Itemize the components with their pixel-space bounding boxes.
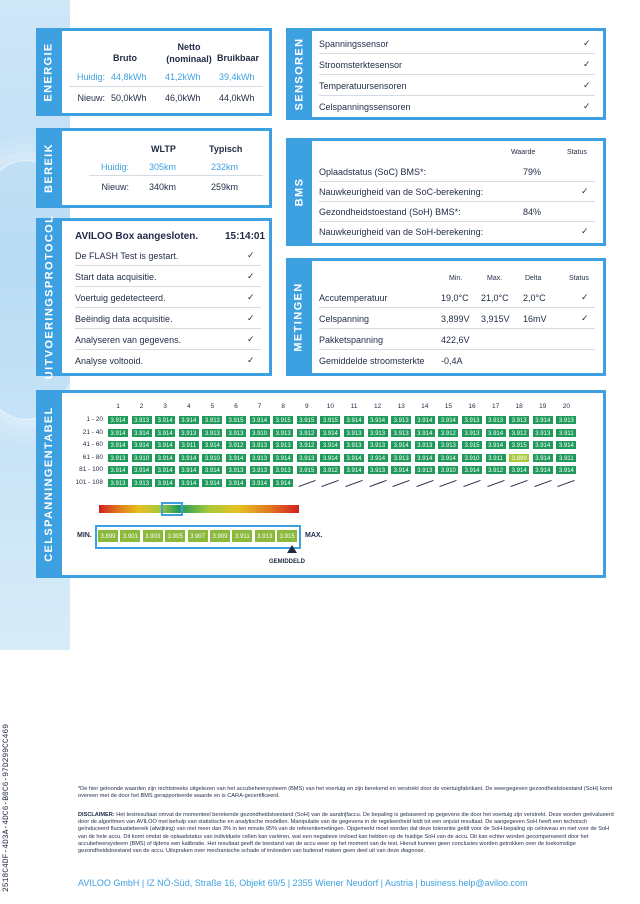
cellen-tab: CELSPANNINGENTABEL: [36, 390, 62, 578]
column-header: 13: [397, 403, 405, 410]
cell-voltage: 3.914: [249, 478, 271, 488]
cell-voltage: 3.913: [107, 453, 129, 463]
energie-value: 44,8kWh: [111, 72, 147, 82]
cell-voltage: 3.910: [201, 453, 223, 463]
check-icon: ✓: [247, 313, 255, 323]
cell-voltage: 3.913: [390, 453, 412, 463]
bms-header-status: Status: [567, 149, 587, 156]
cell-voltage: 3.914: [107, 465, 129, 475]
bereik-panel: [36, 128, 272, 208]
empty-cell-slash: [345, 480, 362, 487]
empty-cell-slash: [511, 480, 528, 487]
cell-voltage: 3.914: [555, 465, 577, 475]
check-icon: ✓: [581, 226, 589, 236]
gradient-bar: [99, 505, 299, 513]
metingen-tab: METINGEN: [286, 258, 312, 376]
legend-min-label: MIN.: [77, 532, 92, 539]
column-header: 12: [373, 403, 382, 410]
cell-voltage: 3.914: [107, 440, 129, 450]
protocol-step: Analyseren van gegevens.: [75, 335, 182, 345]
cell-voltage: 3.911: [555, 428, 577, 438]
legend-value: 3.905: [164, 529, 186, 543]
cell-voltage: 3.914: [319, 440, 341, 450]
column-header: 8: [281, 403, 285, 410]
row-label: 1 - 20: [86, 416, 103, 423]
energie-tab: ENERGIE: [36, 28, 62, 116]
divider: [75, 307, 261, 308]
meting-delta: 2,0°C: [523, 293, 546, 303]
cell-voltage: 3.914: [555, 440, 577, 450]
cell-voltage: 3.913: [343, 428, 365, 438]
bms-row-value: 79%: [523, 167, 542, 177]
energie-value: 46,0kWh: [165, 93, 201, 103]
cell-voltage: 3.914: [319, 453, 341, 463]
check-icon: ✓: [581, 313, 589, 323]
cell-voltage: 3.911: [555, 453, 577, 463]
divider: [319, 53, 595, 54]
metingen-header-delta: Delta: [525, 275, 542, 282]
cell-voltage: 3.914: [485, 428, 507, 438]
check-icon: ✓: [247, 271, 255, 281]
sensoren-panel: [286, 28, 606, 120]
bms-header-waarde: Waarde: [511, 149, 536, 156]
cell-voltage: 3.913: [201, 428, 223, 438]
cell-voltage: 3.915: [508, 440, 530, 450]
legend-value: 3.903: [142, 529, 164, 543]
divider: [75, 328, 261, 329]
cell-voltage: 3.915: [225, 415, 247, 425]
cell-voltage: 3.914: [154, 428, 176, 438]
column-header: 16: [468, 403, 476, 410]
check-icon: ✓: [247, 292, 255, 302]
cell-voltage: 3.913: [485, 415, 507, 425]
empty-cell-slash: [298, 480, 315, 487]
cell-voltage: 3.914: [201, 465, 223, 475]
column-header: 9: [304, 403, 309, 410]
cell-voltage: 3.913: [225, 428, 247, 438]
cellen-panel: [36, 390, 606, 578]
cell-voltage: 3.914: [390, 465, 412, 475]
cell-voltage: 3.914: [272, 453, 294, 463]
legend-max-label: MAX.: [305, 532, 323, 539]
cell-voltage: 3.914: [131, 440, 153, 450]
bereik-tab: BEREIK: [36, 128, 62, 208]
empty-cell-slash: [463, 480, 480, 487]
energie-row-label: Huidig:: [76, 72, 105, 82]
divider: [75, 349, 261, 350]
divider: [319, 307, 595, 308]
cell-voltage: 3.913: [461, 415, 483, 425]
metingen-header-status: Status: [569, 275, 589, 282]
check-icon: ✓: [583, 38, 591, 48]
meting-min: 19,0°C: [441, 293, 469, 303]
empty-cell-slash: [534, 480, 551, 487]
cell-voltage: 3.914: [532, 440, 554, 450]
cell-voltage: 3.913: [532, 428, 554, 438]
legend-value: 3.913: [254, 529, 276, 543]
column-header: 6: [234, 403, 238, 410]
divider: [319, 201, 595, 202]
cell-voltage: 3.913: [414, 465, 436, 475]
row-label: 101 - 108: [75, 479, 103, 486]
cell-voltage: 3.914: [414, 453, 436, 463]
cell-voltage: 3.914: [414, 415, 436, 425]
bms-row-label: Nauwkeurigheid van de SoC-berekening:: [319, 187, 484, 197]
cell-voltage: 3.899: [508, 453, 530, 463]
cell-voltage: 3.914: [178, 465, 200, 475]
bms-tab: BMS: [286, 138, 312, 246]
divider: [319, 95, 595, 96]
cell-voltage: 3.913: [367, 465, 389, 475]
energie-header-bruto: Bruto: [113, 53, 137, 63]
cell-voltage: 3.910: [461, 453, 483, 463]
check-icon: ✓: [583, 101, 591, 111]
cell-voltage: 3.914: [343, 453, 365, 463]
meting-max: 3,915V: [481, 314, 510, 324]
divider: [75, 286, 261, 287]
cell-voltage: 3.912: [296, 428, 318, 438]
column-header: 5: [210, 403, 215, 410]
bms-row-label: Nauwkeurigheid van de SoH-berekening:: [319, 227, 484, 237]
row-label: 61 - 80: [82, 453, 103, 461]
empty-cell-slash: [322, 480, 339, 487]
footnote: *De hier getoonde waarden zijn rechtstreeks uitgelezen van het accubeheersysteem (BMS) van het voertuig en zijn berekend en verstrekt door de voertuigfabrikant. De weergegeven gezondheidstoestand (SoH) komt overeen met de door het BMS gerapporteerde waarde en is CARA-gecertificeerd.: [78, 786, 613, 800]
cell-voltage: 3.913: [272, 440, 294, 450]
cell-voltage: 3.912: [437, 428, 459, 438]
column-header: 1: [116, 403, 120, 410]
protocol-step: Analyse voltooid.: [75, 356, 144, 366]
bereik-value: 259km: [211, 182, 239, 192]
cell-voltage: 3.913: [296, 453, 318, 463]
cell-voltage: 3.913: [225, 465, 247, 475]
energie-value: 41,2kWh: [165, 72, 201, 82]
cell-voltage: 3.912: [225, 440, 247, 450]
empty-cell-slash: [369, 480, 386, 487]
sensor-item: Temperatuursensoren: [319, 81, 407, 91]
cell-voltage: 3.913: [272, 428, 294, 438]
cell-voltage: 3.914: [532, 453, 554, 463]
column-header: 7: [257, 403, 262, 410]
cell-voltage: 3.914: [532, 415, 554, 425]
cell-voltage: 3.914: [367, 415, 389, 425]
cell-voltage: 3.912: [319, 465, 341, 475]
meting-row-label: Pakketspanning: [319, 335, 384, 345]
cell-voltage: 3.914: [178, 415, 200, 425]
row-label: 41 - 60: [82, 441, 103, 449]
empty-cell-slash: [416, 480, 433, 487]
column-header: 14: [421, 403, 429, 410]
cell-voltage: 3.913: [107, 478, 129, 488]
cell-voltage: 3.914: [343, 465, 365, 475]
column-header: 17: [491, 403, 500, 410]
legend-value: 3.907: [187, 529, 209, 543]
cell-voltage: 3.913: [178, 428, 200, 438]
meting-row-label: Celspanning: [319, 314, 370, 324]
legend-value: 3.899: [97, 529, 119, 543]
cell-voltage: 3.913: [437, 440, 459, 450]
bms-panel: [286, 138, 606, 246]
row-label: 81 - 100: [79, 466, 103, 474]
empty-cell-slash: [440, 480, 457, 487]
meting-min: 422,6V: [441, 335, 470, 345]
cell-voltage: 3.915: [296, 415, 318, 425]
check-icon: ✓: [247, 250, 255, 260]
protocol-title: AVILOO Box aangesloten.: [75, 231, 199, 242]
footer-address: AVILOO GmbH | IZ NÖ-Süd, Straße 16, Objekt 69/5 | 2355 Wiener Neudorf | Austria | business.help@aviloo.com: [78, 878, 528, 888]
empty-cell-slash: [487, 480, 504, 487]
cell-voltage: 3.912: [508, 428, 530, 438]
column-header: 4: [186, 403, 191, 410]
energie-header-bruikbaar: Bruikbaar: [217, 53, 260, 63]
meting-row-label: Accutemperatuur: [319, 293, 388, 303]
divider: [319, 349, 595, 350]
legend-value: 3.911: [231, 529, 253, 543]
cell-voltage: 3.911: [485, 453, 507, 463]
bms-row-label: Gezondheidstoestand (SoH) BMS*:: [319, 207, 461, 217]
cell-voltage: 3.914: [225, 478, 247, 488]
meting-min: -0,4A: [441, 356, 463, 366]
bms-row-value: 84%: [523, 207, 542, 217]
document-id: 2518C4DF-4D3A-4DC6-B0C6-97D299CC469: [2, 723, 11, 892]
energie-value: 50,0kWh: [111, 93, 147, 103]
protocol-step: Start data acquisitie.: [75, 272, 157, 282]
row-label: 21 - 40: [82, 428, 103, 436]
cell-voltage: 3.914: [367, 453, 389, 463]
cell-voltage: 3.914: [414, 428, 436, 438]
sensor-item: Spanningssensor: [319, 39, 389, 49]
metingen-panel: [286, 258, 606, 376]
bereik-header-typisch: Typisch: [209, 144, 243, 154]
cell-voltage: 3.914: [131, 465, 153, 475]
cell-voltage: 3.915: [272, 415, 294, 425]
meting-min: 3,899V: [441, 314, 470, 324]
cell-voltage: 3.913: [367, 440, 389, 450]
cell-voltage: 3.910: [131, 453, 153, 463]
cell-voltage: 3.914: [178, 478, 200, 488]
column-header: 20: [562, 403, 570, 410]
cell-voltage: 3.910: [437, 465, 459, 475]
cell-voltage: 3.914: [532, 465, 554, 475]
cell-voltage: 3.913: [508, 415, 530, 425]
energie-value: 39,4kWh: [219, 72, 255, 82]
gradient-highlight: [161, 502, 183, 516]
metingen-header-max: Max.: [487, 275, 503, 282]
cell-voltage: 3.914: [154, 453, 176, 463]
bereik-value: 305km: [149, 162, 177, 172]
cell-voltage: 3.913: [249, 453, 271, 463]
legend-value: 3.909: [209, 529, 231, 543]
cell-voltage: 3.914: [272, 478, 294, 488]
cell-voltage: 3.914: [508, 465, 530, 475]
cell-voltage: 3.914: [225, 453, 247, 463]
meting-row-label: Gemiddelde stroomsterkte: [319, 356, 425, 366]
cell-voltage: 3.913: [272, 465, 294, 475]
check-icon: ✓: [583, 59, 591, 69]
cell-voltage: 3.914: [437, 453, 459, 463]
cell-voltage: 3.914: [343, 415, 365, 425]
cell-voltage: 3.913: [390, 428, 412, 438]
cell-voltage: 3.914: [178, 453, 200, 463]
cell-voltage: 3.914: [107, 428, 129, 438]
cell-voltage: 3.914: [485, 440, 507, 450]
meting-delta: 16mV: [523, 314, 547, 324]
cell-voltage: 3.913: [249, 465, 271, 475]
meting-max: 21,0°C: [481, 293, 509, 303]
cell-voltage: 3.913: [131, 415, 153, 425]
bereik-value: 232km: [211, 162, 239, 172]
column-header: 19: [539, 403, 547, 410]
protocol-tab: UITVOERINGSPROTOCOL: [36, 218, 62, 376]
cell-voltage: 3.913: [131, 478, 153, 488]
cell-voltage: 3.913: [343, 440, 365, 450]
cell-voltage: 3.913: [367, 428, 389, 438]
empty-cell-slash: [393, 480, 410, 487]
cell-voltage: 3.914: [437, 415, 459, 425]
cell-voltage: 3.913: [555, 415, 577, 425]
divider: [69, 86, 263, 87]
protocol-step: Voertuig gedetecteerd.: [75, 293, 166, 303]
sensor-item: Stroomsterktesensor: [319, 60, 403, 70]
cell-voltage: 3.914: [249, 415, 271, 425]
protocol-step: De FLASH Test is gestart.: [75, 251, 179, 261]
divider: [319, 328, 595, 329]
cell-voltage: 3.914: [201, 440, 223, 450]
cell-voltage: 3.911: [178, 440, 200, 450]
bereik-row-label: Nieuw:: [101, 182, 129, 192]
cell-voltage: 3.915: [319, 415, 341, 425]
energie-value: 44,0kWh: [219, 93, 255, 103]
cell-voltage: 3.913: [249, 440, 271, 450]
disclaimer: DISCLAIMER: Het testresultaat omvat de momenteel berekende gezondheidstoestand (SoH) van de aandrijfaccu. De bepaling is gebaseerd op gegevens die door het voertuig zijn verstrekt. Deze worden geëvalueerd door de algoritmen van AVILOO met behulp van statistische en analytische modellen. Manipulatie van de gegevens in de regeleenheid leidt tot een onjuist resultaat. De aangegeven SoH heeft een technisch geïnduceerd fluctuatiebereik (afwijking) van niet meer dan 3% in ten minste 95% van de referentiemetingen. Opgemerkt moet worden dat deze tolerantie geldt voor de SoH-bepaling op celniveau en niet voor de SoH van de hele accu. Dit komt omdat de oplaadstatus van individuele cellen kan variëren, wat een negatieve invloed kan hebben op de huidige SoH van de accu. Dit kan echter worden gecompenseerd door het accubeheersysteem (BMS) of tijdens een kalibratie. Het resultaat geeft de toestand van de accu weer op het moment van de test. Hieruit kunnen geen conclusies worden getrokken over de toekomstige gezondheidstoestand van de accu. Uitspraken over mechanische schade of invloeden van buitenaf maken geen deel uit van deze diagnose.: [78, 812, 614, 855]
check-icon: ✓: [247, 355, 255, 365]
cell-voltage: 3.914: [107, 415, 129, 425]
energie-header-netto: Netto (nominaal): [166, 42, 212, 64]
check-icon: ✓: [247, 334, 255, 344]
cell-voltage: 3.912: [485, 465, 507, 475]
legend-value: 3.915: [276, 529, 298, 543]
check-icon: ✓: [583, 80, 591, 90]
cell-voltage: 3.914: [154, 465, 176, 475]
empty-cell-slash: [558, 480, 575, 487]
legend-average-label: GEMIDDELD: [269, 559, 305, 565]
protocol-panel: [36, 214, 272, 380]
divider: [319, 181, 595, 182]
divider: [75, 265, 261, 266]
divider: [319, 221, 595, 222]
energie-panel: [36, 28, 272, 116]
cell-voltage: 3.914: [131, 428, 153, 438]
metingen-header-min: Min.: [449, 275, 463, 282]
cell-voltage: 3.914: [154, 478, 176, 488]
bereik-row-label: Huidig:: [100, 162, 129, 172]
cell-voltage: 3.915: [296, 465, 318, 475]
cell-voltage: 3.914: [461, 465, 483, 475]
cell-voltage: 3.914: [319, 428, 341, 438]
cell-voltage: 3.914: [390, 440, 412, 450]
column-header: 15: [444, 403, 452, 410]
cell-voltage: 3.913: [201, 415, 223, 425]
average-marker-icon: [287, 545, 297, 553]
column-header: 2: [139, 403, 144, 410]
column-header: 11: [350, 403, 358, 410]
check-icon: ✓: [581, 292, 589, 302]
check-icon: ✓: [581, 186, 589, 196]
sensor-item: Celspanningssensoren: [319, 102, 411, 112]
divider: [319, 74, 595, 75]
column-header: 10: [326, 403, 334, 410]
legend-value: 3.901: [119, 529, 141, 543]
cell-voltage: 3.913: [414, 440, 436, 450]
column-header: 3: [163, 403, 167, 410]
cell-voltage: 3.913: [390, 415, 412, 425]
cell-voltage: 3.914: [154, 415, 176, 425]
cell-voltage: 3.914: [154, 440, 176, 450]
cell-voltage: 3.910: [249, 428, 271, 438]
column-header: 18: [515, 403, 523, 410]
cell-voltage: 3.915: [461, 440, 483, 450]
cell-voltage: 3.914: [201, 478, 223, 488]
divider: [89, 175, 263, 176]
cell-voltage: 3.912: [296, 440, 318, 450]
protocol-step: Beëindig data acquisitie.: [75, 314, 173, 324]
cell-voltage: 3.913: [461, 428, 483, 438]
energie-row-label: Nieuw:: [77, 93, 105, 103]
bereik-header-wltp: WLTP: [151, 144, 176, 154]
sensoren-tab: SENSOREN: [286, 28, 312, 120]
bms-row-label: Oplaadstatus (SoC) BMS*:: [319, 167, 427, 177]
protocol-time: 15:14:01: [225, 231, 266, 242]
bereik-value: 340km: [149, 182, 177, 192]
